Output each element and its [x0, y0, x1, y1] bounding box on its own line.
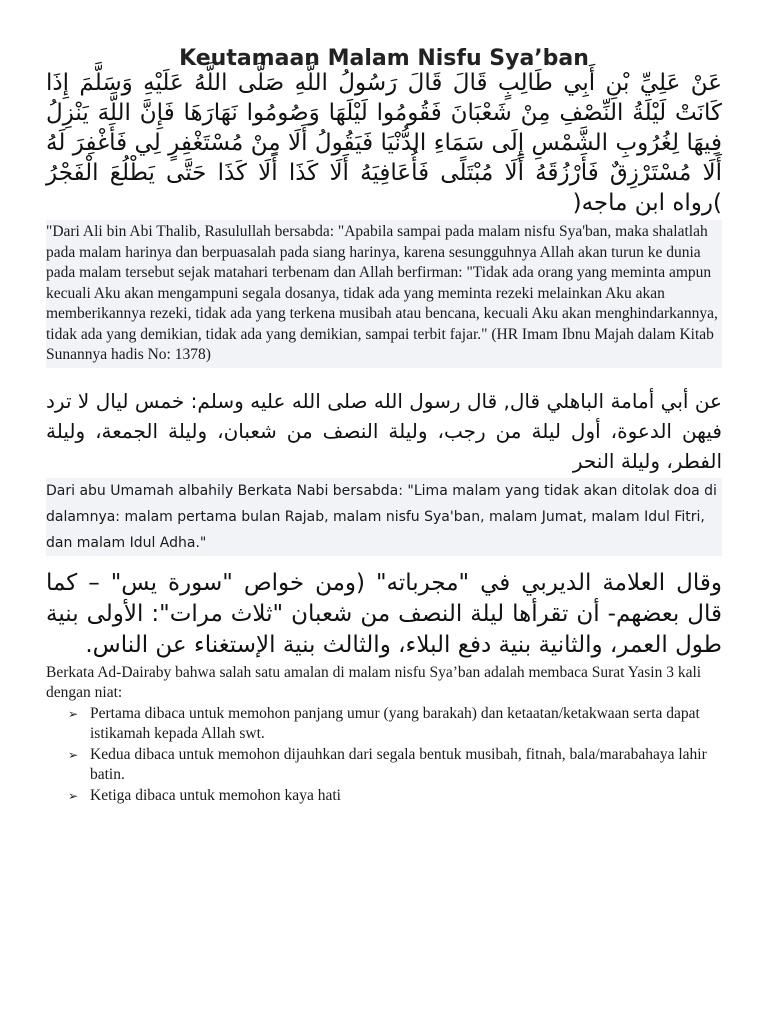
list-item: [68, 745, 722, 785]
list-item: [68, 704, 722, 744]
list-item-text: Kedua dibaca untuk memohon dijauhkan dari segala bentuk musibah, fitnah, bala/marabahaya lahir batin.: [90, 745, 707, 783]
arrow-bullet-icon: ➢: [68, 788, 79, 803]
hadith-1-arabic: عَنْ عَلِيِّ بْنِ أَبِي طَالِبٍ قَالَ قَالَ رَسُولُ اللَّهِ صَلَّى اللَّهُ عَلَيْهِ وَسَلَّمَ إِذَا كَانَتْ لَيْلَةُ النِّصْفِ مِنْ شَعْبَانَ فَقُومُوا لَيْلَهَا وَصُومُوا نَهَارَهَا فَإِنَّ اللَّهَ يَنْزِلُ فِيهَا لِغُرُوبِ الشَّمْسِ إِلَى سَمَاءِ الدُّنْيَا فَيَقُولُ أَلَا مِنْ مُسْتَغْفِرٍ لِي فَأَغْفِرَ لَهُ أَلَا مُسْتَرْزِقٌ فَأَرْزُقَهُ أَلَا مُبْتَلًى فَأُعَافِيَهُ أَلَا كَذَا أَلَا كَذَا حَتَّى يَطْلُعَ الْفَجْرُ )رواه ابن ماجه(: [46, 70, 722, 216]
list-item: [68, 786, 722, 806]
document-page: [46, 46, 722, 807]
arrow-bullet-icon: ➢: [68, 747, 79, 762]
arrow-bullet-icon: ➢: [68, 706, 79, 721]
hadith-2-arabic: عن أبي أمامة الباهلي قال, قال رسول الله صلى الله عليه وسلم: خمس ليال لا ترد فيهن الدعوة، أول ليلة من رجب، وليلة النصف من شعبان، وليلة الجمعة، وليلة الفطر، وليلة النحر: [46, 388, 722, 473]
document-title: Keutamaan Malam Nisfu Sya’ban: [179, 46, 589, 71]
quote-3-arabic: وقال العلامة الديربي في "مجرباته" (ومن خواص "سورة يس" – كما قال بعضهم- أن تقرأها ليلة النصف من شعبان "ثلاث مرات": الأولى بنية طول العمر، والثانية بنية دفع البلاء، والثالث بنية الإستغناء عن الناس.: [46, 569, 722, 658]
hadith-1-translation: "Dari Ali bin Abi Thalib, Rasulullah bersabda: "Apabila sampai pada malam nisfu Sya'ban, maka shalatlah pada malam harinya dan berpuasalah pada siang harinya, karena sesungguhnya Allah akan turun ke dunia pada malam tersebut sejak matahari terbenam dan Allah berfirman: "Tidak ada orang yang meminta ampun kecuali Aku akan mengampuni segala dosanya, tidak ada yang meminta rezeki melainkan Aku akan memberikannya rezeki, tidak ada yang terkena musibah atau bencana, kecuali Aku akan menghindarkannya, tidak ada yang demikian, tidak ada yang demikian, sampai terbit fajar." (HR Imam Ibnu Majah dalam Kitab Sunannya hadis No: 1378): [46, 220, 722, 368]
list-item-text: Ketiga dibaca untuk memohon kaya hati: [90, 786, 341, 804]
intention-list: [46, 704, 722, 806]
hadith-2-translation: Dari abu Umamah albahily Berkata Nabi bersabda: "Lima malam yang tidak akan ditolak doa di dalamnya: malam pertama bulan Rajab, malam nisfu Sya'ban, malam Jumat, malam Idul Fitri, dan malam Idul Adha.": [46, 478, 722, 556]
quote-3-intro: Berkata Ad-Dairaby bahwa salah satu amalan di malam nisfu Sya’ban adalah membaca Surat Yasin 3 kali dengan niat:: [46, 663, 702, 701]
list-item-text: Pertama dibaca untuk memohon panjang umur (yang barakah) dan ketaatan/ketakwaan serta dapat istikamah kepada Allah swt.: [90, 704, 700, 742]
